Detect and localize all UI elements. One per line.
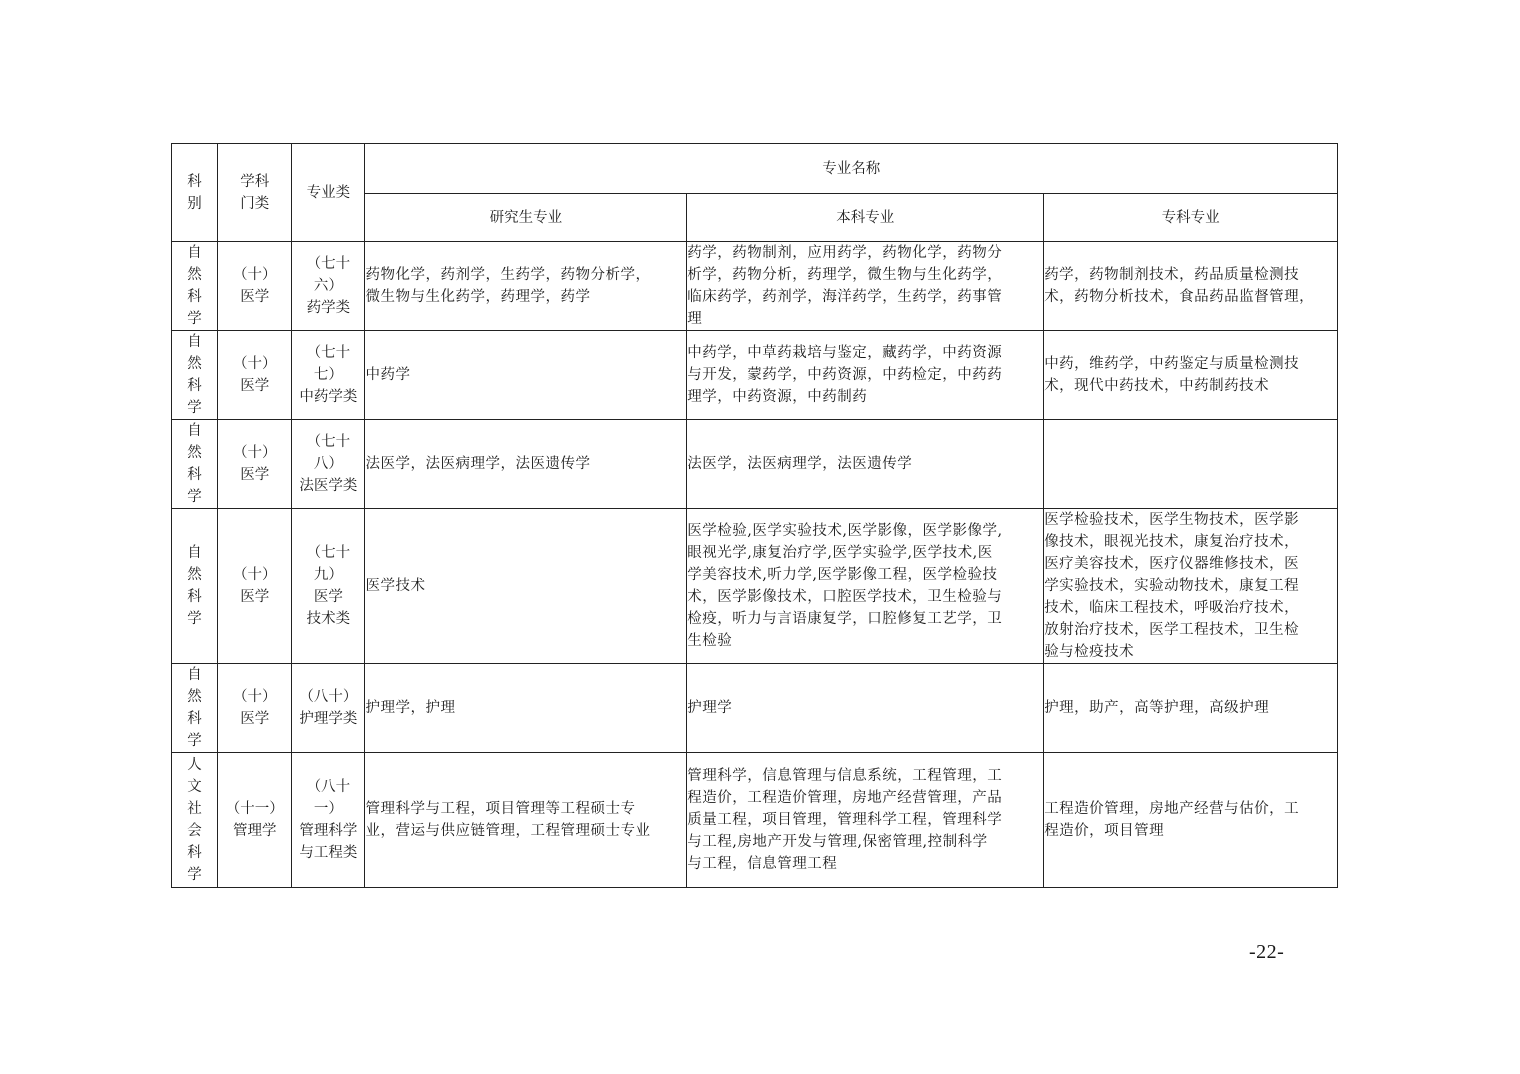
cell-zhuanyelei: （七十七） 中药学类 [292, 331, 365, 420]
cell-benke: 医学检验,医学实验技术,医学影像，医学影像学, 眼视光学,康复治疗学,医学实验学,医学技术,医 学美容技术,听力学,医学影像工程，医学检验技 术，医学影像技术，口腔医学技术，卫生检验与 检疫，听力与言语康复学，口腔修复工艺学，卫 生检验 [687, 509, 1044, 664]
cell-menlei: （十） 医学 [218, 331, 292, 420]
cell-kebie: 自然科学 [172, 331, 218, 420]
cell-menlei: （十） 医学 [218, 420, 292, 509]
cell-kebie: 自然科学 [172, 420, 218, 509]
cell-zhuanyelei: （七十九） 医学 技术类 [292, 509, 365, 664]
header-menlei: 学科门类 [218, 144, 292, 242]
table-row [172, 242, 1338, 331]
cell-zhuanyelei: （七十八） 法医学类 [292, 420, 365, 509]
table-row [172, 753, 1338, 888]
cell-yanjiusheng: 药物化学，药剂学，生药学，药物分析学， 微生物与生化药学，药理学，药学 [365, 242, 687, 331]
cell-benke: 护理学 [687, 664, 1044, 753]
cell-zhuanke: 工程造价管理，房地产经营与估价，工 程造价，项目管理 [1044, 753, 1338, 888]
header-kebie: 科别 [172, 144, 218, 242]
cell-yanjiusheng: 医学技术 [365, 509, 687, 664]
cell-zhuanke: 药学，药物制剂技术，药品质量检测技 术，药物分析技术，食品药品监督管理， [1044, 242, 1338, 331]
table-row [172, 420, 1338, 509]
cell-benke: 法医学，法医病理学，法医遗传学 [687, 420, 1044, 509]
header-zhuanyelei: 专业类 [292, 144, 365, 242]
cell-menlei: （十） 医学 [218, 664, 292, 753]
table-row [172, 509, 1338, 664]
cell-menlei: （十一） 管理学 [218, 753, 292, 888]
cell-yanjiusheng: 中药学 [365, 331, 687, 420]
cell-kebie: 自然科学 [172, 509, 218, 664]
cell-zhuanke: 中药，维药学，中药鉴定与质量检测技 术，现代中药技术，中药制药技术 [1044, 331, 1338, 420]
cell-kebie: 自然科学 [172, 242, 218, 331]
majors-table [171, 143, 1338, 888]
header-zhuanye-mingcheng: 专业名称 [365, 144, 1338, 194]
header-yanjiusheng: 研究生专业 [365, 194, 687, 242]
cell-zhuanke [1044, 420, 1338, 509]
cell-kebie: 人文社会科学 [172, 753, 218, 888]
table-row [172, 331, 1338, 420]
cell-yanjiusheng: 管理科学与工程，项目管理等工程硕士专 业，营运与供应链管理，工程管理硕士专业 [365, 753, 687, 888]
cell-yanjiusheng: 法医学，法医病理学，法医遗传学 [365, 420, 687, 509]
cell-zhuanyelei: （八十一） 管理科学 与工程类 [292, 753, 365, 888]
cell-benke: 中药学，中草药栽培与鉴定，藏药学，中药资源 与开发，蒙药学，中药资源，中药检定，中药药 理学，中药资源，中药制药 [687, 331, 1044, 420]
cell-menlei: （十） 医学 [218, 242, 292, 331]
cell-zhuanyelei: （八十） 护理学类 [292, 664, 365, 753]
cell-benke: 管理科学，信息管理与信息系统，工程管理，工 程造价，工程造价管理，房地产经营管理，产品 质量工程，项目管理，管理科学工程，管理科学 与工程,房地产开发与管理,保密管理,控制科学 与工程，信息管理工程 [687, 753, 1044, 888]
table-row [172, 664, 1338, 753]
header-row-top [172, 144, 1338, 194]
cell-menlei: （十） 医学 [218, 509, 292, 664]
cell-benke: 药学，药物制剂，应用药学，药物化学，药物分 析学，药物分析，药理学，微生物与生化药学， 临床药学，药剂学，海洋药学，生药学，药事管 理 [687, 242, 1044, 331]
cell-zhuanke: 医学检验技术，医学生物技术，医学影 像技术，眼视光技术，康复治疗技术， 医疗美容技术，医疗仪器维修技术，医 学实验技术，实验动物技术，康复工程 技术，临床工程技术，呼吸治疗技术， 放射治疗技术，医学工程技术，卫生检 验与检疫技术 [1044, 509, 1338, 664]
cell-yanjiusheng: 护理学，护理 [365, 664, 687, 753]
cell-zhuanke: 护理，助产，高等护理，高级护理 [1044, 664, 1338, 753]
header-benke: 本科专业 [687, 194, 1044, 242]
page-number: -22- [1249, 941, 1285, 963]
cell-kebie: 自然科学 [172, 664, 218, 753]
header-zhuanke: 专科专业 [1044, 194, 1338, 242]
cell-zhuanyelei: （七十六） 药学类 [292, 242, 365, 331]
